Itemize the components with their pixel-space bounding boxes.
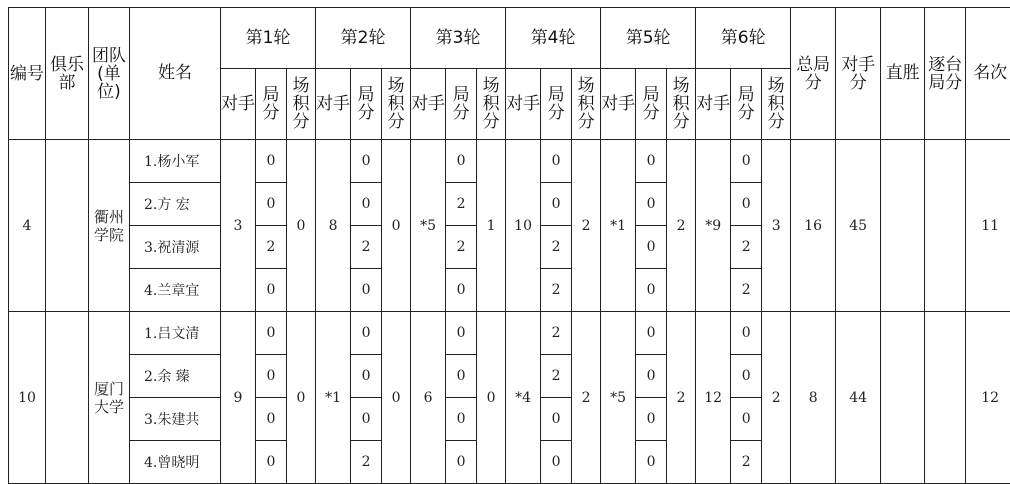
team-name: 衢州学院 (89, 140, 130, 312)
round-game-score: 0 (256, 398, 287, 441)
header-games-r4: 局分 (541, 69, 572, 140)
table-row (9, 312, 1010, 355)
header-games-r1: 局分 (256, 69, 287, 140)
round-game-score: 0 (731, 355, 762, 398)
team-name: 厦门大学 (89, 312, 130, 484)
round-game-score: 2 (256, 226, 287, 269)
round-game-score: 0 (351, 398, 382, 441)
round-opponent: 12 (696, 312, 731, 484)
round-match-points: 1 (477, 140, 506, 312)
round-game-score: 0 (636, 312, 667, 355)
round-game-score: 0 (351, 312, 382, 355)
player-name: 4.兰章宜 (130, 269, 221, 312)
round-game-score: 0 (256, 441, 287, 484)
header-match-pts-r1: 场积分 (287, 69, 316, 140)
round-game-score: 0 (636, 183, 667, 226)
header-num: 编号 (9, 8, 46, 140)
round-game-score: 2 (351, 441, 382, 484)
team-club (46, 140, 89, 312)
rank: 11 (966, 140, 1010, 312)
opponent-score: 45 (836, 140, 881, 312)
round-game-score: 0 (541, 441, 572, 484)
round-game-score: 0 (351, 269, 382, 312)
round-match-points: 3 (762, 140, 791, 312)
header-opp-score: 对手分 (836, 8, 881, 140)
per-board-score (925, 140, 966, 312)
player-name: 2.方 宏 (130, 183, 221, 226)
round-opponent: 3 (221, 140, 256, 312)
round-match-points: 2 (572, 140, 601, 312)
opponent-score: 44 (836, 312, 881, 484)
round-game-score: 0 (636, 226, 667, 269)
header-match-pts-r4: 场积分 (572, 69, 601, 140)
table-row (9, 140, 1010, 183)
team-number: 10 (9, 312, 46, 484)
round-game-score: 0 (636, 441, 667, 484)
header-round-4: 第4轮 (506, 8, 601, 69)
header-name: 姓名 (130, 8, 221, 140)
round-match-points: 0 (477, 312, 506, 484)
round-game-score: 2 (541, 226, 572, 269)
header-round-5: 第5轮 (601, 8, 696, 69)
round-game-score: 2 (541, 355, 572, 398)
round-game-score: 0 (351, 140, 382, 183)
round-game-score: 2 (541, 269, 572, 312)
round-game-score: 0 (446, 355, 477, 398)
round-game-score: 0 (446, 398, 477, 441)
round-match-points: 0 (382, 312, 411, 484)
header-opp-r6: 对手 (696, 69, 731, 140)
round-game-score: 0 (541, 398, 572, 441)
header-games-r3: 局分 (446, 69, 477, 140)
header-opp-r4: 对手 (506, 69, 541, 140)
round-game-score: 0 (541, 140, 572, 183)
header-total: 总局分 (791, 8, 836, 140)
header-games-r5: 局分 (636, 69, 667, 140)
header-direct: 直胜 (881, 8, 925, 140)
round-match-points: 0 (287, 140, 316, 312)
round-game-score: 2 (541, 312, 572, 355)
total-score: 16 (791, 140, 836, 312)
score-table-frame (8, 7, 1008, 481)
round-opponent: 8 (316, 140, 351, 312)
round-match-points: 2 (762, 312, 791, 484)
header-opp-r2: 对手 (316, 69, 351, 140)
round-game-score: 0 (731, 140, 762, 183)
header-round-2: 第2轮 (316, 8, 411, 69)
direct-win (881, 140, 925, 312)
round-match-points: 0 (287, 312, 316, 484)
header-rank: 名次 (966, 8, 1010, 140)
round-opponent: *5 (411, 140, 446, 312)
header-match-pts-r6: 场积分 (762, 69, 791, 140)
team-club (46, 312, 89, 484)
header-round-1: 第1轮 (221, 8, 316, 69)
round-game-score: 0 (731, 312, 762, 355)
round-opponent: 9 (221, 312, 256, 484)
header-match-pts-r2: 场积分 (382, 69, 411, 140)
per-board-score (925, 312, 966, 484)
round-game-score: 0 (636, 140, 667, 183)
round-match-points: 2 (667, 140, 696, 312)
header-opp-r3: 对手 (411, 69, 446, 140)
header-match-pts-r5: 场积分 (667, 69, 696, 140)
player-name: 4.曾晓明 (130, 441, 221, 484)
header-match-pts-r3: 场积分 (477, 69, 506, 140)
round-opponent: *1 (316, 312, 351, 484)
round-opponent: *5 (601, 312, 636, 484)
round-game-score: 2 (731, 269, 762, 312)
round-game-score: 0 (446, 140, 477, 183)
round-opponent: *1 (601, 140, 636, 312)
round-game-score: 0 (541, 183, 572, 226)
round-game-score: 2 (731, 441, 762, 484)
player-name: 1.杨小军 (130, 140, 221, 183)
round-game-score: 2 (351, 226, 382, 269)
round-game-score: 0 (636, 398, 667, 441)
round-match-points: 0 (382, 140, 411, 312)
round-game-score: 2 (446, 183, 477, 226)
round-opponent: *4 (506, 312, 541, 484)
round-game-score: 0 (256, 269, 287, 312)
header-club: 俱乐部 (46, 8, 89, 140)
header-games-r2: 局分 (351, 69, 382, 140)
header-round-3: 第3轮 (411, 8, 506, 69)
rank: 12 (966, 312, 1010, 484)
total-score: 8 (791, 312, 836, 484)
player-name: 1.吕文清 (130, 312, 221, 355)
header-opp-r5: 对手 (601, 69, 636, 140)
round-match-points: 2 (667, 312, 696, 484)
round-game-score: 0 (351, 355, 382, 398)
round-game-score: 0 (636, 269, 667, 312)
round-game-score: 0 (351, 183, 382, 226)
round-game-score: 0 (636, 355, 667, 398)
header-round-6: 第6轮 (696, 8, 791, 69)
round-game-score: 0 (731, 183, 762, 226)
round-game-score: 0 (256, 312, 287, 355)
header-team: 团队(单位) (89, 8, 130, 140)
round-game-score: 0 (446, 269, 477, 312)
player-name: 3.朱建共 (130, 398, 221, 441)
round-game-score: 0 (256, 183, 287, 226)
round-game-score: 0 (446, 441, 477, 484)
header-games-r6: 局分 (731, 69, 762, 140)
player-name: 3.祝清源 (130, 226, 221, 269)
round-game-score: 2 (731, 226, 762, 269)
player-name: 2.余 臻 (130, 355, 221, 398)
round-opponent: 6 (411, 312, 446, 484)
round-opponent: 10 (506, 140, 541, 312)
header-per-board: 逐台局分 (925, 8, 966, 140)
round-game-score: 0 (731, 398, 762, 441)
round-game-score: 0 (446, 312, 477, 355)
round-match-points: 2 (572, 312, 601, 484)
round-opponent: *9 (696, 140, 731, 312)
round-game-score: 0 (256, 140, 287, 183)
header-opp-r1: 对手 (221, 69, 256, 140)
round-game-score: 0 (256, 355, 287, 398)
score-table (8, 7, 1010, 484)
team-number: 4 (9, 140, 46, 312)
direct-win (881, 312, 925, 484)
round-game-score: 2 (446, 226, 477, 269)
